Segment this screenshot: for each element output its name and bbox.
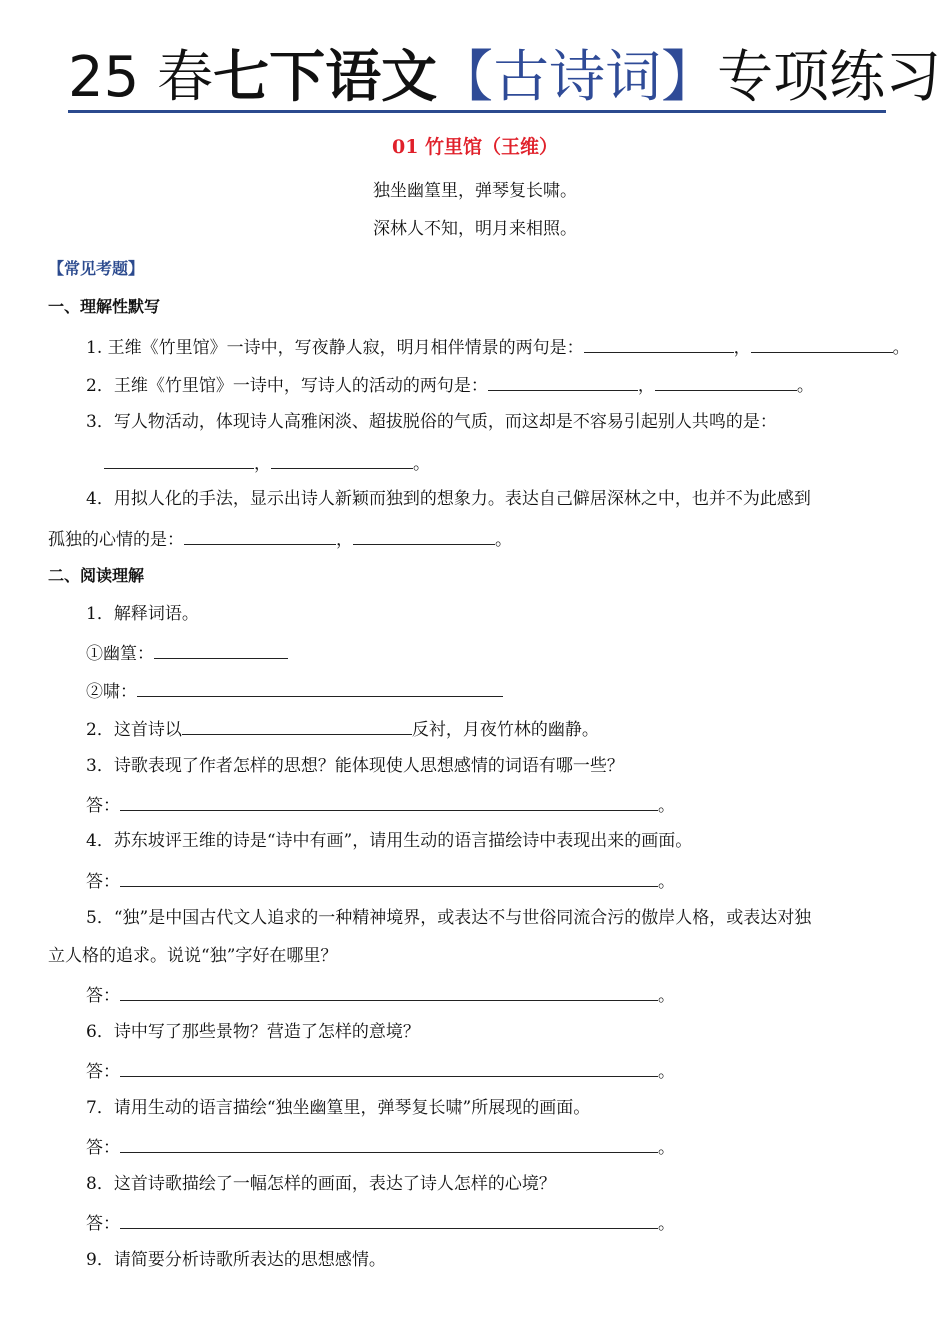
s2-q2 xyxy=(86,716,599,742)
s2-q8-answer xyxy=(86,1210,675,1236)
s2-q4: 4．苏东坡评王维的诗是“诗中有画”，请用生动的语言描绘诗中表现出来的画面。 xyxy=(86,831,693,851)
title-suffix: 专项练习 xyxy=(717,45,942,110)
answer-end: 。 xyxy=(658,986,675,1006)
s1-q1-text: 1. 王维《竹里馆》一诗中，写夜静人寂，明月相伴情景的两句是： xyxy=(86,338,584,358)
answer-end: 。 xyxy=(658,1138,675,1158)
poem-line-2: 深林人不知，明月来相照。 xyxy=(373,219,577,239)
answer-label: 答： xyxy=(86,796,120,816)
section2-title: 二、阅读理解 xyxy=(48,566,145,585)
answer-end: 。 xyxy=(658,872,675,892)
answer-label: 答： xyxy=(86,1062,120,1082)
s2-q7-answer-blank[interactable] xyxy=(120,1134,658,1153)
s1-q3-end: 。 xyxy=(413,454,430,474)
s1-q3-sep: ， xyxy=(254,454,271,474)
s1-q1 xyxy=(86,334,910,360)
s1-q2-end: 。 xyxy=(796,376,814,396)
s1-q1-blank-2[interactable] xyxy=(751,334,893,353)
s1-q2 xyxy=(86,372,814,398)
answer-end: 。 xyxy=(658,796,675,816)
s1-q3-blank-1[interactable] xyxy=(104,450,254,469)
s2-q3-answer-blank[interactable] xyxy=(120,792,658,811)
s2-q3-answer xyxy=(86,792,675,818)
s2-q2-blank[interactable] xyxy=(182,716,412,735)
s1-q4-line1: 4．用拟人化的手法，显示出诗人新颖而独到的想象力。表达自己僻居深林之中，也并不为此感到 xyxy=(86,489,811,509)
s2-q1-item1 xyxy=(86,640,288,666)
s2-q7: 7．请用生动的语言描绘“独坐幽篁里，弹琴复长啸”所展现的画面。 xyxy=(86,1098,591,1118)
s2-q7-answer xyxy=(86,1134,675,1160)
title-divider xyxy=(68,110,886,113)
s2-q2-before: 2．这首诗以 xyxy=(86,720,182,740)
s1-q4-sep: ， xyxy=(336,530,353,550)
s2-q8-answer-blank[interactable] xyxy=(120,1210,658,1229)
answer-end: 。 xyxy=(658,1214,675,1234)
title-topic: 古诗词 xyxy=(493,45,662,110)
s1-q3-answer xyxy=(104,450,430,476)
common-questions-tag: 【常见考题】 xyxy=(48,259,145,278)
s2-q1-item2 xyxy=(86,678,503,704)
s2-q5-answer xyxy=(86,982,675,1008)
s2-q9: 9．请简要分析诗歌所表达的思想感情。 xyxy=(86,1250,386,1270)
answer-end: 。 xyxy=(658,1062,675,1082)
s2-q1-blank-2[interactable] xyxy=(137,678,503,697)
s1-q3-blank-2[interactable] xyxy=(271,450,413,469)
title-bracket-close: 】 xyxy=(661,45,718,110)
title-bracket-open: 【 xyxy=(437,45,494,110)
title-prefix: 25 春 xyxy=(68,45,214,110)
answer-label: 答： xyxy=(86,1214,120,1234)
s1-q2-blank-1[interactable] xyxy=(488,372,638,391)
s2-q5-answer-blank[interactable] xyxy=(120,982,658,1001)
s2-q1: 1．解释词语。 xyxy=(86,604,199,624)
answer-label: 答： xyxy=(86,872,120,892)
s1-q3: 3．写人物活动，体现诗人高雅闲淡、超拔脱俗的气质，而这却是不容易引起别人共鸣的是： xyxy=(86,412,777,432)
s2-q1-item2-label: ②啸： xyxy=(86,682,137,702)
title-grade-subject: 七下语文 xyxy=(213,45,438,110)
s1-q2-sep: ， xyxy=(637,376,655,396)
s1-q1-blank-1[interactable] xyxy=(584,334,734,353)
answer-label: 答： xyxy=(86,1138,120,1158)
s1-q2-text: 2．王维《竹里馆》一诗中，写诗人的活动的两句是： xyxy=(86,376,488,396)
s2-q4-answer-blank[interactable] xyxy=(120,868,658,887)
s2-q3: 3．诗歌表现了作者怎样的思想？能体现使人思想感情的词语有哪一些？ xyxy=(86,756,624,776)
s2-q4-answer xyxy=(86,868,675,894)
s2-q6-answer xyxy=(86,1058,675,1084)
s2-q1-item1-label: ①幽篁： xyxy=(86,644,154,664)
section1-title: 一、理解性默写 xyxy=(48,297,161,316)
s1-q4-blank-1[interactable] xyxy=(184,526,336,545)
poem-line-1: 独坐幽篁里，弹琴复长啸。 xyxy=(373,181,577,201)
s2-q2-after: 反衬，月夜竹林的幽静。 xyxy=(411,720,599,740)
s1-q1-end: 。 xyxy=(892,338,910,358)
answer-label: 答： xyxy=(86,986,120,1006)
s1-q2-blank-2[interactable] xyxy=(655,372,797,391)
s1-q4-blank-2[interactable] xyxy=(353,526,495,545)
s1-q4-line2 xyxy=(48,526,512,552)
s1-q1-sep: ， xyxy=(733,338,751,358)
s2-q5-line2: 立人格的追求。说说“独”字好在哪里？ xyxy=(48,946,338,966)
s2-q1-blank-1[interactable] xyxy=(154,640,288,659)
s2-q8: 8．这首诗歌描绘了一幅怎样的画面，表达了诗人怎样的心境？ xyxy=(86,1174,556,1194)
s1-q4-end: 。 xyxy=(495,530,512,550)
poem-heading: 01 竹里馆（王维） xyxy=(391,136,559,158)
s2-q5-line1: 5．“独”是中国古代文人追求的一种精神境界，或表达不与世俗同流合污的傲岸人格，或表达对独 xyxy=(86,908,812,928)
s2-q6: 6．诗中写了那些景物？营造了怎样的意境？ xyxy=(86,1022,420,1042)
page-title xyxy=(68,40,942,116)
s2-q6-answer-blank[interactable] xyxy=(120,1058,658,1077)
s1-q4-text: 孤独的心情的是： xyxy=(48,530,184,550)
